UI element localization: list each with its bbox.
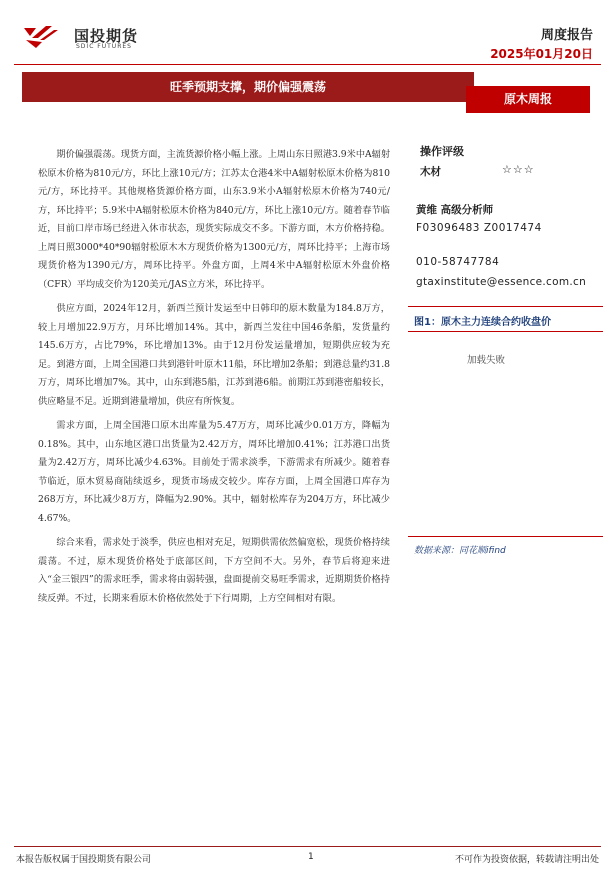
analyst-email[interactable]: gtaxinstitute@essence.com.cn <box>416 276 587 288</box>
figure-load-failed: 加载失败 <box>467 355 506 366</box>
analyst-phone: 010-58747784 <box>416 256 500 268</box>
figure-title: 图1：原木主力连续合约收盘价 <box>414 317 551 328</box>
analyst-certificate: F03096483 Z0017474 <box>416 222 542 234</box>
company-logo <box>22 22 207 52</box>
figure-source-divider <box>408 536 603 537</box>
logo-name-cn: 国投期货 <box>74 27 139 45</box>
paragraph-summary: 综合来看，需求处于淡季，供应也相对充足，短期供需依然偏宽松，现货价格持续震荡。不过，原木现货价格处于底部区间，下方空间不大。另外，春节后将迎来进入“金三银四”的需求旺季，需求将由弱转强，盘面提前交易旺季需求，近期期货价格持续反弹。不过，长期来看原木价格依然处于下行周期，上方空间相对有限。 <box>38 537 390 604</box>
footer-copyright: 本报告版权属于国投期货有限公司 <box>16 855 152 865</box>
rating-commodity: 木材 <box>420 166 441 178</box>
rating-title: 操作评级 <box>420 145 464 158</box>
figure-title-divider <box>408 331 603 332</box>
logo-name-en: SDIC FUTURES <box>76 43 132 50</box>
analyst-name: 黄维 高级分析师 <box>416 204 494 216</box>
header-divider <box>14 64 601 65</box>
report-date: 2025年01月20日 <box>490 47 593 61</box>
report-title-banner: 旺季预期支撑，期价偏强震荡 <box>22 72 474 102</box>
page-number: 1 <box>308 852 314 862</box>
report-category-tag: 原木周报 <box>466 86 590 113</box>
logo-mark-icon <box>22 24 60 50</box>
rating-stars: ☆☆☆ <box>502 163 535 176</box>
report-type: 周度报告 <box>540 28 593 43</box>
footer-divider <box>14 846 601 847</box>
figure-source: 数据来源：同花顺ifind <box>414 546 506 556</box>
paragraph-supply: 供应方面，2024年12月，新西兰预计发运至中日韩印的原木数量为184.8万方，较上月增加22.9万方，月环比增加14%。其中，新西兰发往中国46条船，发货量约145.6万方，占比79%，环比增加13%。由于12月份发运量增加，短期供应较为充足。到港方面，上周全国港口共到港针叶原木11船，环比增加2条船；到港总量约31.8万方，周环比增加7%。其中，山东到港5船，江苏到港6船。前期江苏到港密船较长，供应略显不足。近期到港量增加，供应有所恢复。 <box>38 303 390 407</box>
figure-top-divider <box>408 306 603 307</box>
paragraph-demand: 需求方面，上周全国港口原木出库量为5.47万方，周环比减少0.01万方，降幅为0.18%。其中，山东地区港口出货量为2.42万方，周环比增加0.41%；江苏港口出货量为2.42万方，周环比减少4.63%。目前处于需求淡季，下游需求有所减少。随着春节临近，原木贸易商陆续返乡，现货市场成交较少。库存方面，上周全国港口库存为268万方，环比减少8万方，降幅为2.90%。其中，辐射松库存为204万方，环比减少4.67%。 <box>38 420 390 524</box>
paragraph-market: 期价偏强震荡。现货方面，主流货源价格小幅上涨。上周山东日照港3.9米中A辐射松原木价格为810元/方，环比上涨10元/方；江苏太仓港4米中A辐射松原木价格为810元/方，环比持平。其他规格货源价格方面，山东3.9米小A辐射松原木价格为740元/方，环比持平；5.9米中A辐射松原木价格为840元/方，环比上涨10元/方。随着春节临近，目前口岸市场已经进入休市状态，现货实际成交不多。下游方面，木方价格持稳。上周日照3000*40*90辐射松原木木方现货价格为1300元/方，周环比持平；上海市场现货价格为1390元/方，周环比持平。外盘方面，上周4米中A辐射松原木外盘价格（CFR）平均成交价为120美元/JAS立方米，环比持平。 <box>38 149 391 290</box>
footer-disclaimer: 不可作为投资依据，转载请注明出处 <box>454 855 599 865</box>
report-body <box>38 146 390 614</box>
